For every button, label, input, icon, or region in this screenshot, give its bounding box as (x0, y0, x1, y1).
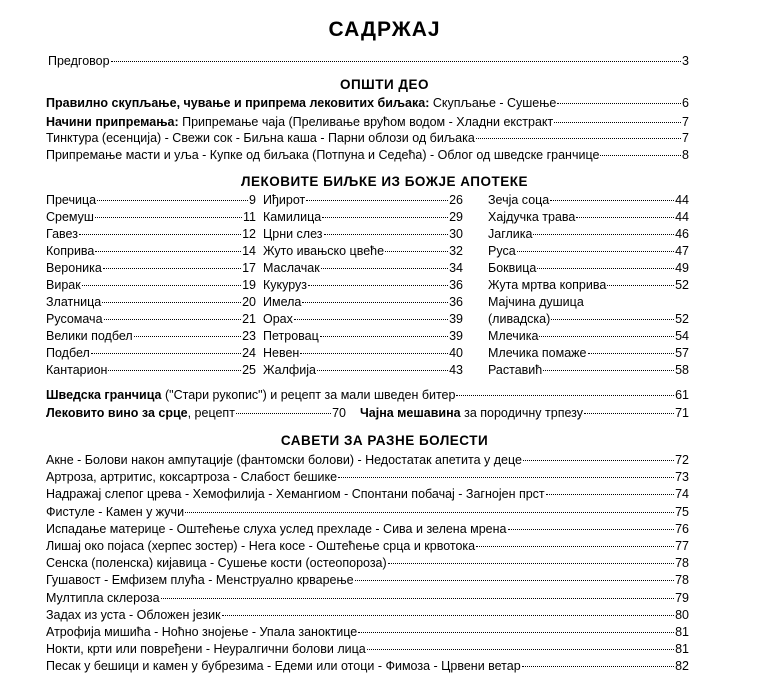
dot-leader (95, 250, 241, 252)
page-number: 79 (675, 590, 689, 605)
page-number: 46 (675, 227, 689, 241)
plant-entry: Мајчина душица (488, 295, 584, 309)
toc-entry-heart-wine (46, 405, 346, 422)
dot-leader (222, 614, 675, 616)
dot-leader (185, 511, 674, 513)
page-number: 23 (242, 329, 256, 343)
dot-leader (104, 318, 242, 320)
toc-entry-tea-blend (360, 405, 689, 422)
dot-leader (302, 301, 448, 303)
dot-leader (322, 216, 448, 218)
entry-title: Гавез (46, 227, 78, 241)
plant-entry (46, 294, 256, 311)
entry-title: Песак у бешици и камен у бубрезима - Едеми или отоци - Фимоза - Црвени ветар (46, 659, 521, 674)
plant-entry (263, 226, 463, 243)
plant-entry (263, 311, 463, 328)
entry-title: Предговор (48, 54, 110, 68)
page-number: 24 (242, 346, 256, 360)
dot-leader (294, 318, 448, 320)
entry-title: Лековито вино за срце, рецепт (46, 406, 235, 420)
dot-leader (576, 216, 674, 218)
entry-title: Жуто ивањско цвеће (263, 244, 385, 258)
plant-entry (488, 192, 689, 209)
toc-entry (46, 486, 689, 503)
page-number: 47 (675, 244, 689, 258)
dot-leader (508, 528, 675, 530)
dot-leader (95, 216, 242, 218)
plant-entry (263, 328, 463, 345)
page-number: 3 (682, 54, 689, 68)
entry-title: Боквица (488, 261, 537, 275)
page-number: 44 (675, 210, 689, 224)
entry-title: Млечика (488, 329, 539, 343)
dot-leader (476, 137, 681, 139)
page-number: 78 (675, 573, 689, 588)
entry-title: Русомача (46, 312, 103, 326)
plant-entry (488, 328, 689, 345)
entry-title: Црни слез (263, 227, 323, 241)
dot-leader (134, 335, 241, 337)
dot-leader (97, 199, 248, 201)
page-number: 36 (449, 278, 463, 292)
page-number: 76 (675, 521, 689, 536)
entry-title: (ливадска) (488, 312, 551, 326)
page-number: 19 (242, 278, 256, 292)
toc-entry (46, 504, 689, 521)
toc-title: САДРЖАЈ (328, 18, 441, 41)
page-number: 7 (682, 131, 689, 145)
toc-entry (46, 538, 689, 555)
page-number: 72 (675, 453, 689, 467)
entry-title: Руса (488, 244, 516, 258)
entry-title: Припремање масти и уља - Купке од биљака (Потпуна и Седећа) - Облог од шведске гранчице (46, 148, 600, 162)
entry-title: Златница (46, 295, 102, 309)
page-number: 70 (332, 406, 346, 420)
entry-title: Коприва (46, 244, 95, 258)
entry-title: Јаглика (488, 227, 533, 241)
plant-entry (263, 209, 463, 226)
plant-entry (46, 311, 256, 328)
entry-title: Вирак (46, 278, 81, 292)
page-number: 71 (675, 406, 689, 420)
dot-leader (539, 335, 674, 337)
page-number: 49 (675, 261, 689, 275)
entry-title: Акне - Болови након ампутације (фантомски болови) - Недостатак апетита у деце (46, 453, 522, 467)
dot-leader (476, 545, 674, 547)
page-number: 36 (449, 295, 463, 309)
entry-title: Мултипла склероза (46, 590, 160, 605)
entry-title: Нокти, крти или повређени - Неуралгични болови лица (46, 642, 366, 657)
dot-leader (324, 233, 449, 235)
plant-entry (263, 277, 463, 294)
page-number: 80 (675, 607, 689, 622)
plant-entry (263, 294, 463, 311)
plant-entry (46, 243, 256, 260)
dot-leader (551, 318, 674, 320)
dot-leader (82, 284, 241, 286)
toc-entry (46, 658, 689, 675)
page-number: 7 (682, 115, 689, 129)
plant-entry (488, 209, 689, 226)
plant-entry (488, 243, 689, 260)
page-number: 6 (682, 96, 689, 110)
entry-title: Начини припремања: Припремање чаја (Преливање врућом водом - Хладни екстракт (46, 115, 554, 129)
toc-entry (46, 521, 689, 538)
page-number: 81 (675, 625, 689, 639)
page-number: 43 (449, 363, 463, 377)
plant-entry (263, 192, 463, 209)
page-number: 26 (449, 193, 463, 207)
dot-leader (554, 121, 681, 123)
page-number: 61 (675, 388, 689, 402)
entry-title: Имела (263, 295, 302, 309)
dot-leader (607, 284, 674, 286)
toc-entry (46, 95, 689, 112)
plant-entry (46, 345, 256, 362)
plant-entry (46, 362, 256, 379)
plant-entry (46, 192, 256, 209)
toc-entry (46, 469, 689, 486)
entry-title: Тинктура (есенција) - Свежи сок - Биљна каша - Парни облози од биљака (46, 131, 475, 145)
plant-entry (263, 345, 463, 362)
page-number: 75 (675, 504, 689, 519)
dot-leader (111, 60, 681, 62)
toc-entry (46, 147, 689, 164)
entry-title: Гушавост - Емфизем плућа - Менструално крварење (46, 573, 354, 588)
toc-entry (46, 607, 689, 624)
toc-entry (46, 641, 689, 658)
toc-entry (46, 555, 689, 572)
plant-entry (488, 362, 689, 379)
dot-leader (236, 412, 331, 414)
page-number: 30 (449, 227, 463, 241)
page-number: 77 (675, 539, 689, 553)
page-number: 11 (243, 210, 256, 224)
entry-title: Иђирот (263, 193, 306, 207)
dot-leader (102, 301, 241, 303)
entry-title: Маслачак (263, 261, 320, 275)
entry-title: Шведска гранчица ("Стари рукопис") и рецепт за мали шведен битер (46, 388, 456, 402)
dot-leader (367, 648, 674, 650)
entry-title: Камилица (263, 210, 322, 224)
entry-title: Испадање материце - Оштећење слуха услед прехладе - Сива и зелена мрена (46, 521, 507, 536)
page-number: 52 (675, 278, 689, 292)
dot-leader (517, 250, 674, 252)
toc-entry (46, 452, 689, 469)
page-number: 81 (675, 642, 689, 657)
plant-entry (46, 226, 256, 243)
page-number: 34 (449, 261, 463, 275)
entry-title: Петровац (263, 329, 319, 343)
page-number: 52 (675, 312, 689, 326)
dot-leader (388, 562, 674, 564)
page-number: 39 (449, 329, 463, 343)
page-number: 40 (449, 346, 463, 360)
dot-leader (300, 352, 448, 354)
entry-title: Подбел (46, 346, 90, 360)
dot-leader (537, 267, 674, 269)
entry-title: Млечика помаже (488, 346, 587, 360)
page-number: 12 (242, 227, 256, 241)
page-number: 57 (675, 346, 689, 360)
page-number: 82 (675, 659, 689, 674)
dot-leader (600, 154, 681, 156)
page-number: 29 (449, 210, 463, 224)
dot-leader (543, 369, 674, 371)
entry-title: Лишај око појаса (херпес зостер) - Нега косе - Оштећење срца и крвотока (46, 539, 476, 553)
entry-title: Сенска (поленска) кијавица - Сушење кости (остеопороза) (46, 556, 387, 571)
plant-entry (46, 260, 256, 277)
toc-entry (46, 624, 689, 641)
dot-leader (321, 267, 448, 269)
entry-title: Артроза, артритис, коксартроза - Слабост бешике (46, 470, 338, 485)
plant-entry (488, 311, 689, 328)
section-heading-plants: ЛЕКОВИТЕ БИЉКЕ ИЗ БОЖЈЕ АПОТЕКЕ (240, 174, 528, 189)
dot-leader (546, 493, 674, 495)
dot-leader (385, 250, 448, 252)
entry-title: Невен (263, 346, 300, 360)
entry-title: Сремуш (46, 210, 94, 224)
page-number: 21 (242, 312, 256, 326)
page-number: 74 (675, 487, 689, 502)
page-number: 73 (675, 470, 689, 485)
toc-entry (46, 572, 689, 589)
entry-title: Жута мртва коприва (488, 278, 607, 292)
page-number: 9 (249, 193, 256, 207)
dot-leader (91, 352, 241, 354)
page-number: 32 (449, 244, 463, 258)
entry-title: Чајна мешавина за породичну трпезу (360, 406, 583, 420)
dot-leader (557, 102, 681, 104)
page-number: 78 (675, 556, 689, 571)
section-heading-general: ОПШТИ ДЕО (339, 77, 430, 92)
plant-entry (263, 362, 463, 379)
toc-entry (46, 590, 689, 607)
toc-entry (46, 130, 689, 147)
dot-leader (108, 369, 241, 371)
dot-leader (358, 631, 674, 633)
dot-leader (79, 233, 241, 235)
plant-entry (46, 209, 256, 226)
dot-leader (533, 233, 674, 235)
page-number: 39 (449, 312, 463, 326)
dot-leader (523, 459, 674, 461)
toc-entry-preface (48, 53, 689, 70)
entry-title: Кукуруз (263, 278, 308, 292)
page-number: 20 (242, 295, 256, 309)
plant-entry (488, 277, 689, 294)
page-number: 14 (242, 244, 256, 258)
toc-entry-swedish-bitters (46, 387, 689, 404)
dot-leader (103, 267, 241, 269)
dot-leader (306, 199, 448, 201)
toc-entry (46, 114, 689, 131)
page-number: 54 (675, 329, 689, 343)
plant-entry (263, 243, 463, 260)
dot-leader (584, 412, 674, 414)
entry-title: Велики подбел (46, 329, 133, 343)
plant-entry (46, 277, 256, 294)
plant-entry (263, 260, 463, 277)
entry-title: Правилно скупљање, чување и припрема лековитих биљака: Скупљање - Сушење (46, 96, 557, 110)
dot-leader (161, 597, 675, 599)
page-number: 17 (242, 261, 256, 275)
section-heading-advice: САВЕТИ ЗА РАЗНЕ БОЛЕСТИ (280, 433, 489, 448)
plant-entry (488, 260, 689, 277)
entry-title: Хајдучка трава (488, 210, 576, 224)
page-number: 8 (682, 148, 689, 162)
entry-title: Надражај слепог црева - Хемофилија - Хемангиом - Спонтани побачај - Загнојен прст (46, 487, 545, 502)
dot-leader (588, 352, 675, 354)
entry-title: Жалфија (263, 363, 316, 377)
entry-title: Задах из уста - Обложен језик (46, 607, 221, 622)
dot-leader (317, 369, 448, 371)
plant-entry (488, 226, 689, 243)
page-number: 58 (675, 363, 689, 377)
plant-entry (46, 328, 256, 345)
entry-title: Орах (263, 312, 293, 326)
entry-title: Пречица (46, 193, 97, 207)
entry-title: Кантарион (46, 363, 108, 377)
page-number: 25 (242, 363, 256, 377)
entry-title: Вероника (46, 261, 102, 275)
entry-title: Раставић (488, 363, 543, 377)
dot-leader (308, 284, 448, 286)
plant-entry (488, 345, 689, 362)
entry-title: Зечја соца (488, 193, 550, 207)
dot-leader (550, 199, 674, 201)
dot-leader (338, 476, 674, 478)
dot-leader (355, 579, 675, 581)
entry-title: Фистуле - Камен у жучи (46, 504, 185, 519)
dot-leader (522, 665, 674, 667)
dot-leader (320, 335, 448, 337)
page-number: 44 (675, 193, 689, 207)
dot-leader (456, 394, 674, 396)
entry-title: Атрофија мишића - Ноћно знојење - Упала заноктице (46, 625, 358, 639)
